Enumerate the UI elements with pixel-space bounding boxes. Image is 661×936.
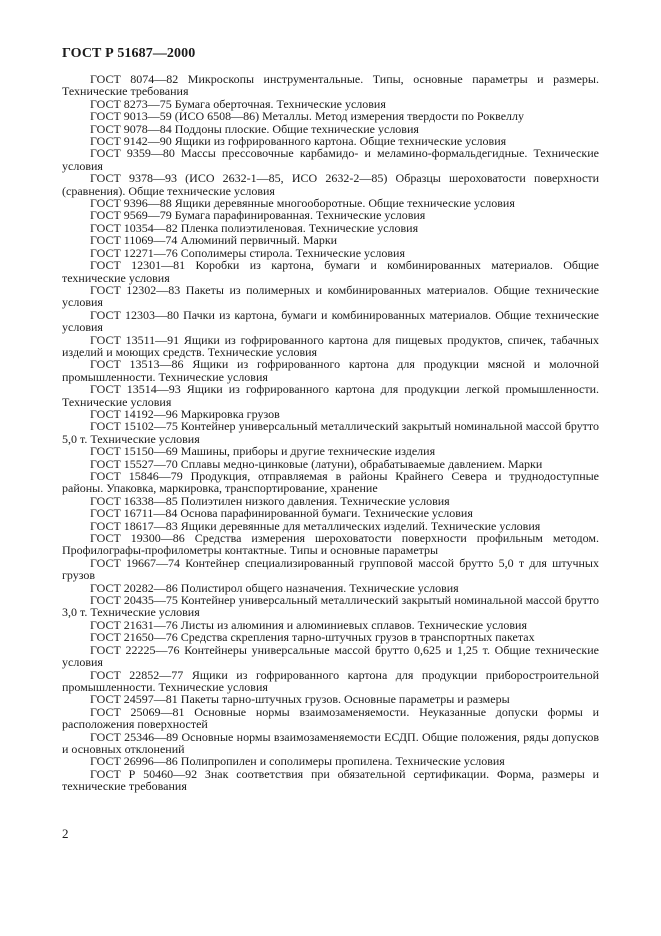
reference-item: ГОСТ 12303—80 Пачки из картона, бумаги и комбинированных материалов. Общие технические условия (62, 307, 599, 335)
reference-item: ГОСТ 15150—69 Машины, приборы и другие технические изделия (90, 444, 436, 459)
page-number: 2 (62, 826, 69, 841)
reference-item: ГОСТ 26996—86 Полипропилен и сополимеры пропилена. Технические условия (90, 754, 505, 769)
reference-item: ГОСТ 21650—76 Средства скрепления тарно-штучных грузов в транспортных пакетах (90, 630, 535, 645)
reference-item: ГОСТ Р 50460—92 Знак соответствия при обязательной сертификации. Форма, размеры и технические требования (62, 766, 599, 794)
reference-item: ГОСТ 13511—91 Ящики из гофрированного картона для пищевых продуктов, спичек, табачных изделий и моющих средств. Технические условия (62, 332, 599, 359)
reference-item: ГОСТ 16338—85 Полиэтилен низкого давления. Технические условия (90, 493, 450, 508)
reference-item: ГОСТ 9359—80 Массы прессовочные карбамидо- и меламино-формальдегидные. Технические условия (62, 146, 599, 173)
reference-item: ГОСТ 15102—75 Контейнер универсальный металлический закрытый номинальной массой брутто 5,0 т. Технические условия (62, 419, 599, 446)
reference-item: ГОСТ 21631—76 Листы из алюминия и алюминиевых сплавов. Технические условия (90, 617, 527, 632)
reference-item: ГОСТ 25346—89 Основные нормы взаимозаменяемости ЕСДП. Общие положения, ряды допусков и основных отклонений (62, 729, 599, 756)
reference-item: ГОСТ 13513—86 Ящики из гофрированного картона для продукции мясной и молочной промышленности. Технические условия (62, 357, 599, 384)
reference-item: ГОСТ 19667—74 Контейнер специализированный групповой массой брутто 5,0 т для штучных грузов (62, 555, 599, 583)
reference-item: ГОСТ 15846—79 Продукция, отправляемая в районы Крайнего Севера и труднодоступные районы. Упаковка, маркировка, транспортирование, хранение (62, 469, 599, 496)
reference-item: ГОСТ 20282—86 Полистирол общего назначения. Технические условия (90, 580, 459, 595)
document-header: ГОСТ Р 51687—2000 (62, 46, 196, 61)
reference-item: ГОСТ 15527—70 Сплавы медно-цинковые (латуни), обрабатываемые давлением. Марки (90, 456, 543, 471)
reference-item: ГОСТ 9142—90 Ящики из гофрированного картона. Общие технические условия (90, 134, 507, 149)
reference-item: ГОСТ 14192—96 Маркировка грузов (90, 406, 280, 421)
reference-item: ГОСТ 18617—83 Ящики деревянные для металлических изделий. Технические условия (90, 518, 541, 533)
normative-references-list (62, 73, 599, 793)
reference-item: ГОСТ 12271—76 Сополимеры стирола. Технические условия (90, 245, 405, 260)
reference-item: ГОСТ 9378—93 (ИСО 2632-1—85, ИСО 2632-2—85) Образцы шероховатости поверхности (сравнения). Общие технические условия (62, 171, 599, 198)
reference-item: ГОСТ 22225—76 Контейнеры универсальные массой брутто 0,625 и 1,25 т. Общие технические условия (62, 642, 599, 670)
reference-item: ГОСТ 25069—81 Основные нормы взаимозаменяемости. Неуказанные допуски формы и расположения поверхностей (62, 704, 599, 732)
reference-item: ГОСТ 20435—75 Контейнер универсальный металлический закрытый номинальной массой брутто 3,0 т. Технические условия (62, 593, 599, 620)
reference-item: ГОСТ 24597—81 Пакеты тарно-штучных грузов. Основные параметры и размеры (90, 692, 510, 707)
reference-item: ГОСТ 12302—83 Пакеты из полимерных и комбинированных материалов. Общие технические условия (62, 282, 599, 310)
reference-item: ГОСТ 10354—82 Пленка полиэтиленовая. Технические условия (90, 220, 419, 235)
reference-item: ГОСТ 9569—79 Бумага парафинированная. Технические условия (90, 208, 426, 223)
reference-item: ГОСТ 8074—82 Микроскопы инструментальные. Типы, основные параметры и размеры. Технические требования (62, 72, 599, 99)
reference-item: ГОСТ 13514—93 Ящики из гофрированного картона для продукции легкой промышленности. Технические условия (62, 382, 599, 409)
reference-item: ГОСТ 12301—81 Коробки из картона, бумаги и комбинированных материалов. Общие технические условия (62, 258, 599, 285)
reference-item: ГОСТ 11069—74 Алюминий первичный. Марки (90, 233, 338, 248)
reference-item: ГОСТ 9078—84 Поддоны плоские. Общие технические условия (90, 121, 419, 136)
reference-item: ГОСТ 16711—84 Основа парафинированной бумаги. Технические условия (90, 506, 473, 521)
reference-item: ГОСТ 19300—86 Средства измерения шероховатости поверхности профильным методом. Профилографы-профилометры контактные. Типы и основные параметры (62, 531, 599, 558)
reference-item: ГОСТ 22852—77 Ящики из гофрированного картона для продукции приборостроительной промышленности. Технические условия (62, 667, 599, 694)
reference-item: ГОСТ 9396—88 Ящики деревянные многооборотные. Общие технические условия (90, 196, 515, 211)
reference-item: ГОСТ 9013—59 (ИСО 6508—86) Металлы. Метод измерения твердости по Роквеллу (90, 109, 525, 124)
reference-item: ГОСТ 8273—75 Бумага оберточная. Технические условия (90, 96, 386, 111)
